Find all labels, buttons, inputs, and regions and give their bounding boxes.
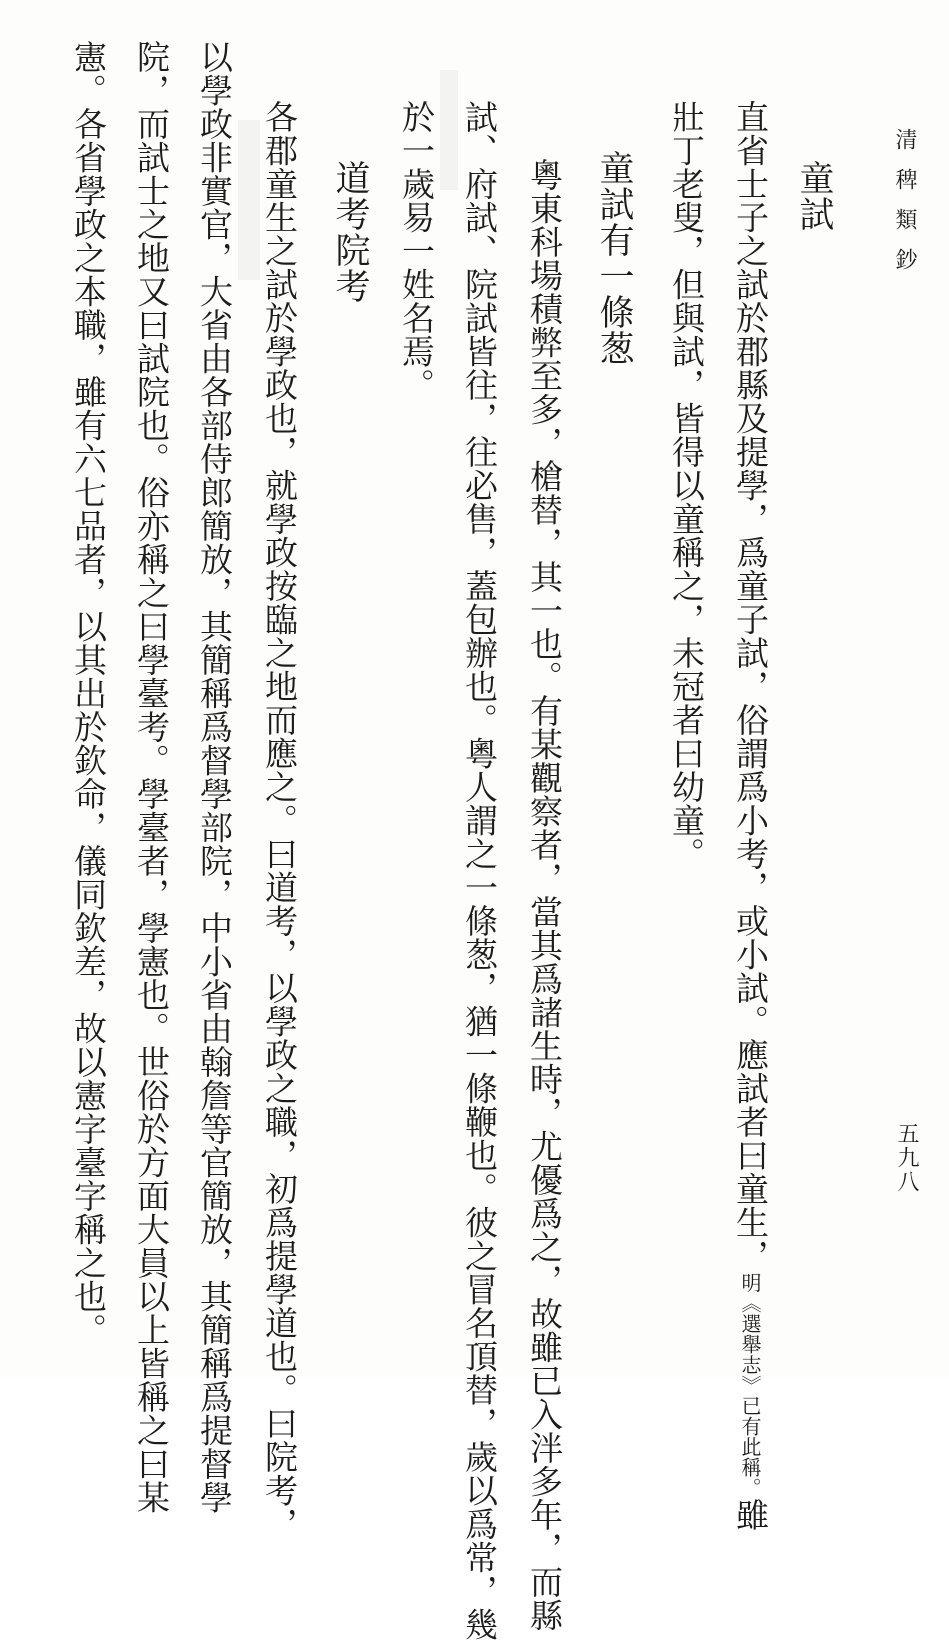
text-column: 各郡童生之試於學政也，就學政按臨之地而應之。曰道考，以學政之職，初爲提學道也。曰院考，: [260, 100, 299, 1541]
text-line-tail: 雖: [731, 1498, 770, 1532]
text-column: 以學政非實官，大省由各部侍郎簡放，其簡稱爲督學部院，中小省由翰詹等官簡放，其簡稱爲提督學: [195, 40, 234, 1514]
text-column: 粵東科場積弊至多，槍替，其一也。有某觀察者，當其爲諸生時，尤優爲之，故雖已入泮多年，而縣: [525, 158, 564, 1632]
page-number: 五九八: [894, 1122, 919, 1194]
scan-shadow: [440, 70, 458, 190]
text-column: [731, 100, 770, 1532]
text-column: 壯丁老叟，但與試，皆得以童稱之，未冠者曰幼童。: [667, 100, 706, 871]
section-title: 童試有一條葱: [594, 150, 634, 366]
section-title: 童試: [794, 160, 834, 232]
scan-shadow: [238, 120, 260, 280]
running-head: 清稗類鈔: [892, 128, 917, 288]
inline-note: 明《選舉志》已有此稱。: [738, 1272, 762, 1498]
text-column: 於一歲易一姓名焉。: [397, 100, 436, 402]
text-line: 直省士子之試於郡縣及提學，爲童子試，俗謂爲小考，或小試。應試者曰童生，: [731, 100, 770, 1273]
section-title: 道考院考: [330, 160, 370, 304]
text-column: 試、府試、院試皆往，往必售，蓋包辦也。粵人謂之一條葱，猶一條鞭也。彼之冒名頂替，歲以爲常，幾: [460, 100, 499, 1641]
text-column: 憲。各省學政之本職，雖有六七品者，以其出於欽命，儀同欽差，故以憲字臺字稱之也。: [69, 40, 108, 1347]
text-column: 院，而試士之地又曰試院也。俗亦稱之曰學臺考。學臺者，學憲也。世俗於方面大員以上皆稱之曰某: [132, 40, 171, 1514]
